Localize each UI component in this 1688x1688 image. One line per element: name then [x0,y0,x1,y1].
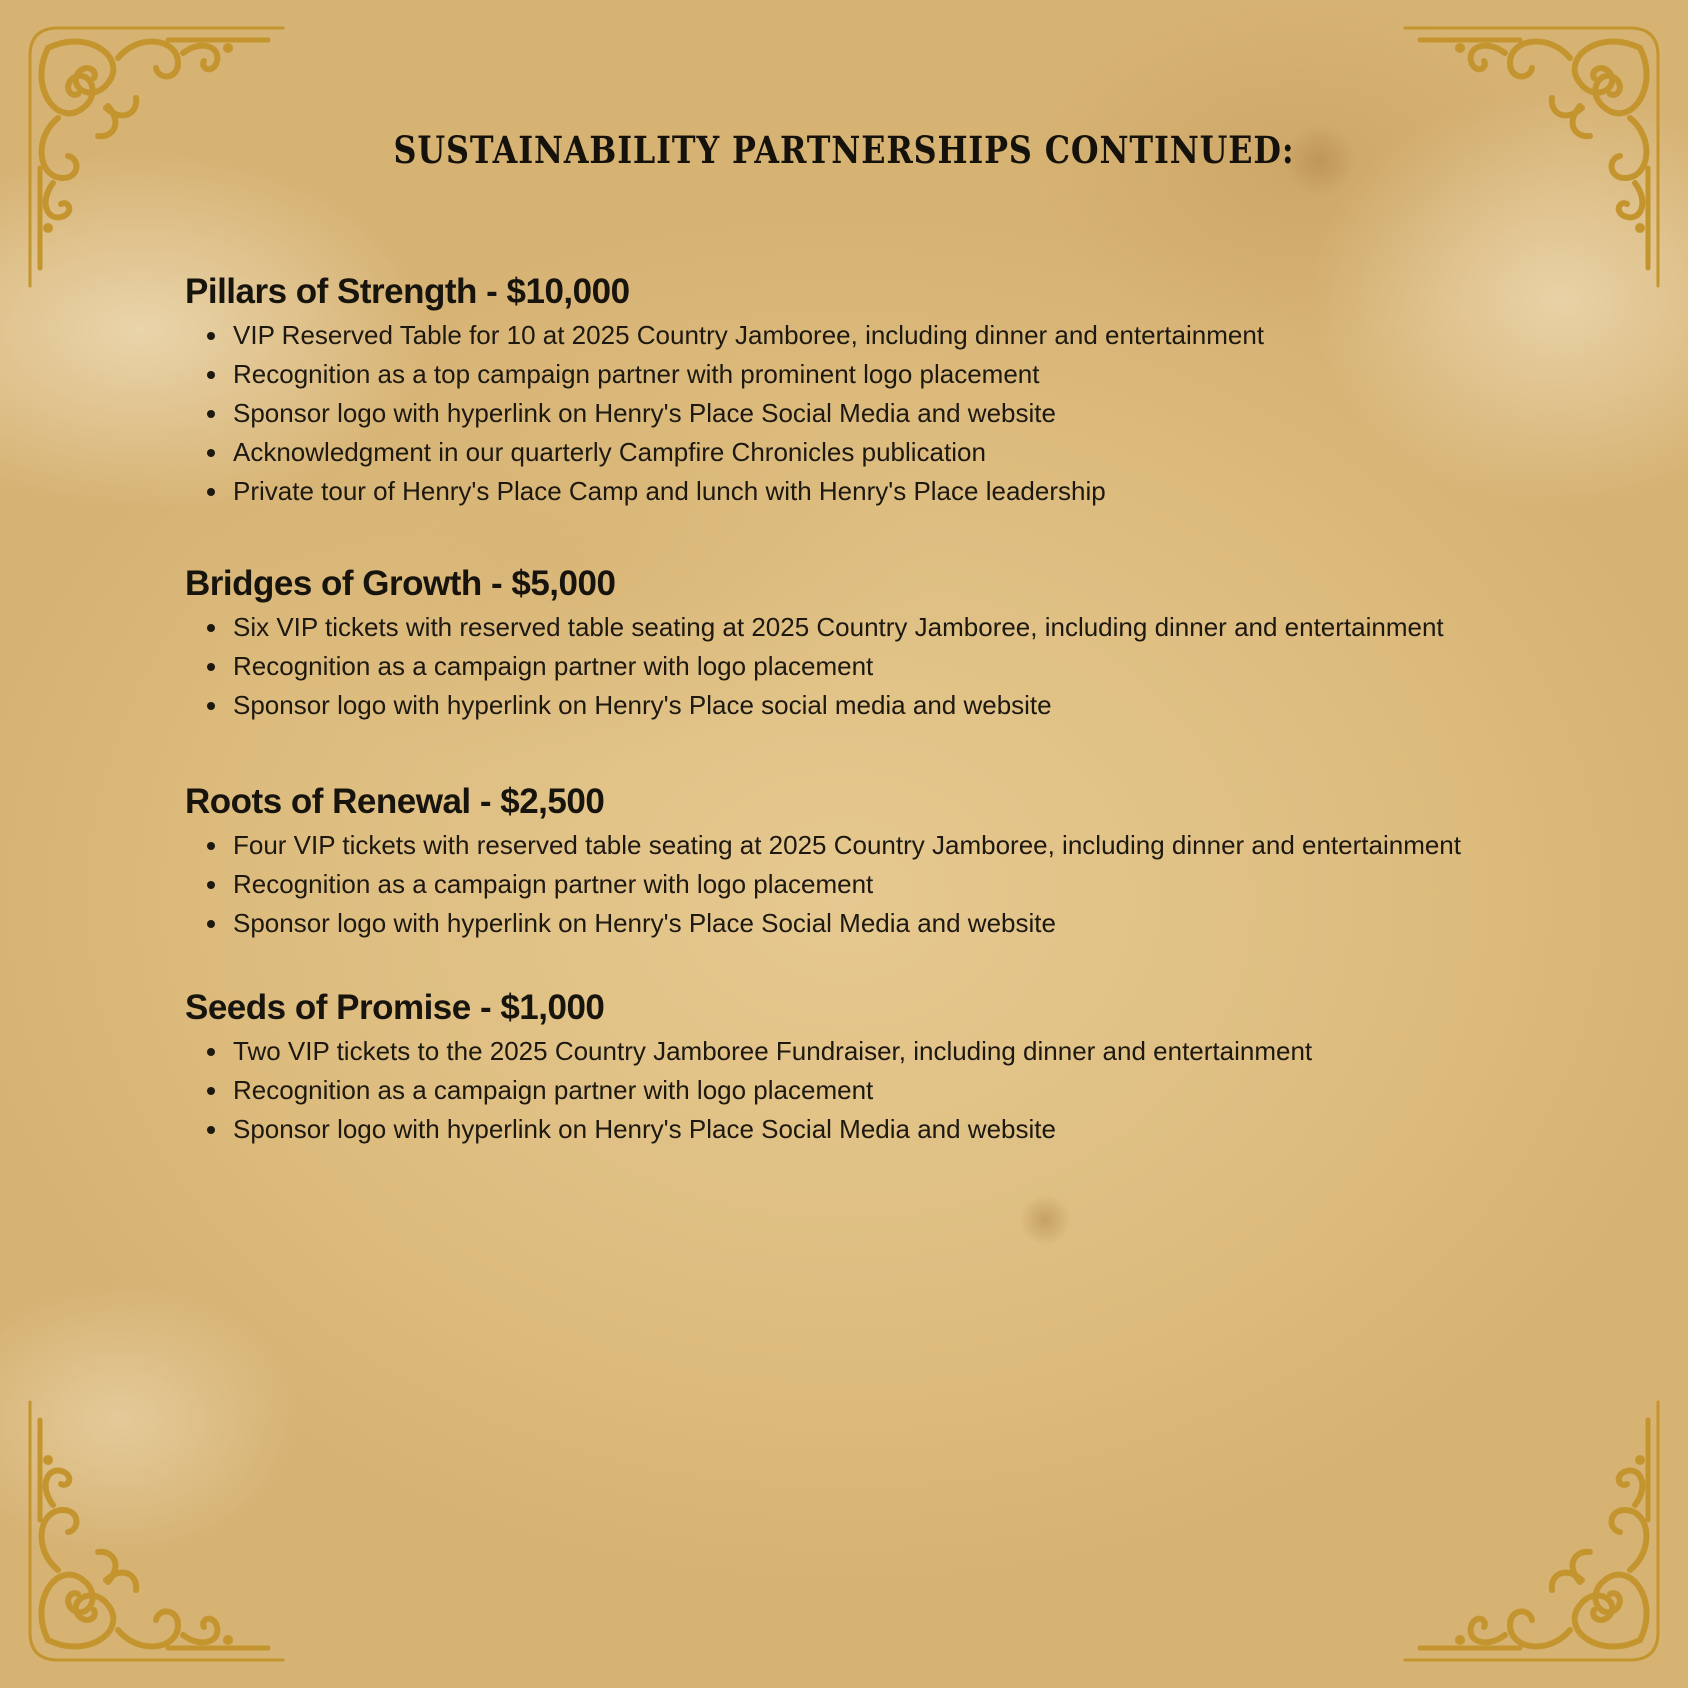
benefit-text: Two VIP tickets to the 2025 Country Jamboree Fundraiser, including dinner and entertainment [233,1036,1313,1066]
benefit-text: Recognition as a campaign partner with logo placement [233,869,874,899]
benefit-text: Sponsor logo with hyperlink on Henry's Place social media and website [233,690,1052,720]
list-item [185,608,1444,647]
tier-section [185,560,1444,725]
tier-section [185,778,1461,943]
tier-heading: Pillars of Strength - $10,000 [185,272,630,311]
bullet-icon [207,449,215,457]
benefit-text: Private tour of Henry's Place Camp and lunch with Henry's Place leadership [233,476,1106,506]
bullet-icon [207,881,215,889]
tier-section [185,984,1312,1149]
gold-filigree-corner-icon [1370,1370,1670,1670]
benefit-text: Sponsor logo with hyperlink on Henry's Place Social Media and website [233,908,1056,938]
benefit-list [185,608,1444,725]
list-item [185,433,1264,472]
list-item [185,355,1264,394]
benefit-text: VIP Reserved Table for 10 at 2025 Country Jamboree, including dinner and entertainment [233,320,1265,350]
page-title: SUSTAINABILITY PARTNERSHIPS CONTINUED: [393,128,1295,172]
list-item [185,1110,1312,1149]
bullet-icon [207,332,215,340]
benefit-text: Six VIP tickets with reserved table seating at 2025 Country Jamboree, including dinner and entertainment [233,612,1444,642]
bullet-icon [207,1048,215,1056]
list-item [185,826,1461,865]
list-item [185,686,1444,725]
benefit-list [185,316,1264,511]
benefit-text: Sponsor logo with hyperlink on Henry's Place Social Media and website [233,1114,1056,1144]
tier-heading: Roots of Renewal - $2,500 [185,782,605,821]
benefit-text: Sponsor logo with hyperlink on Henry's Place Social Media and website [233,398,1056,428]
benefit-text: Four VIP tickets with reserved table seating at 2025 Country Jamboree, including dinner and entertainment [233,830,1461,860]
benefit-text: Recognition as a campaign partner with logo placement [233,1075,874,1105]
benefit-list [185,1032,1312,1149]
list-item [185,1071,1312,1110]
benefit-text: Recognition as a campaign partner with logo placement [233,651,874,681]
bullet-icon [207,702,215,710]
list-item [185,904,1461,943]
list-item [185,865,1461,904]
list-item [185,394,1264,433]
tier-heading: Seeds of Promise - $1,000 [185,988,605,1027]
bullet-icon [207,488,215,496]
bullet-icon [207,663,215,671]
bullet-icon [207,1126,215,1134]
bullet-icon [207,920,215,928]
list-item [185,316,1264,355]
tier-section [185,268,1264,511]
bullet-icon [207,371,215,379]
bullet-icon [207,842,215,850]
tier-heading: Bridges of Growth - $5,000 [185,564,616,603]
list-item [185,647,1444,686]
list-item [185,472,1264,511]
list-item [185,1032,1312,1071]
bullet-icon [207,410,215,418]
bullet-icon [207,1087,215,1095]
benefit-text: Recognition as a top campaign partner with prominent logo placement [233,359,1040,389]
benefit-text: Acknowledgment in our quarterly Campfire Chronicles publication [233,437,986,467]
benefit-list [185,826,1461,943]
gold-filigree-corner-icon [18,1370,318,1670]
bullet-icon [207,624,215,632]
